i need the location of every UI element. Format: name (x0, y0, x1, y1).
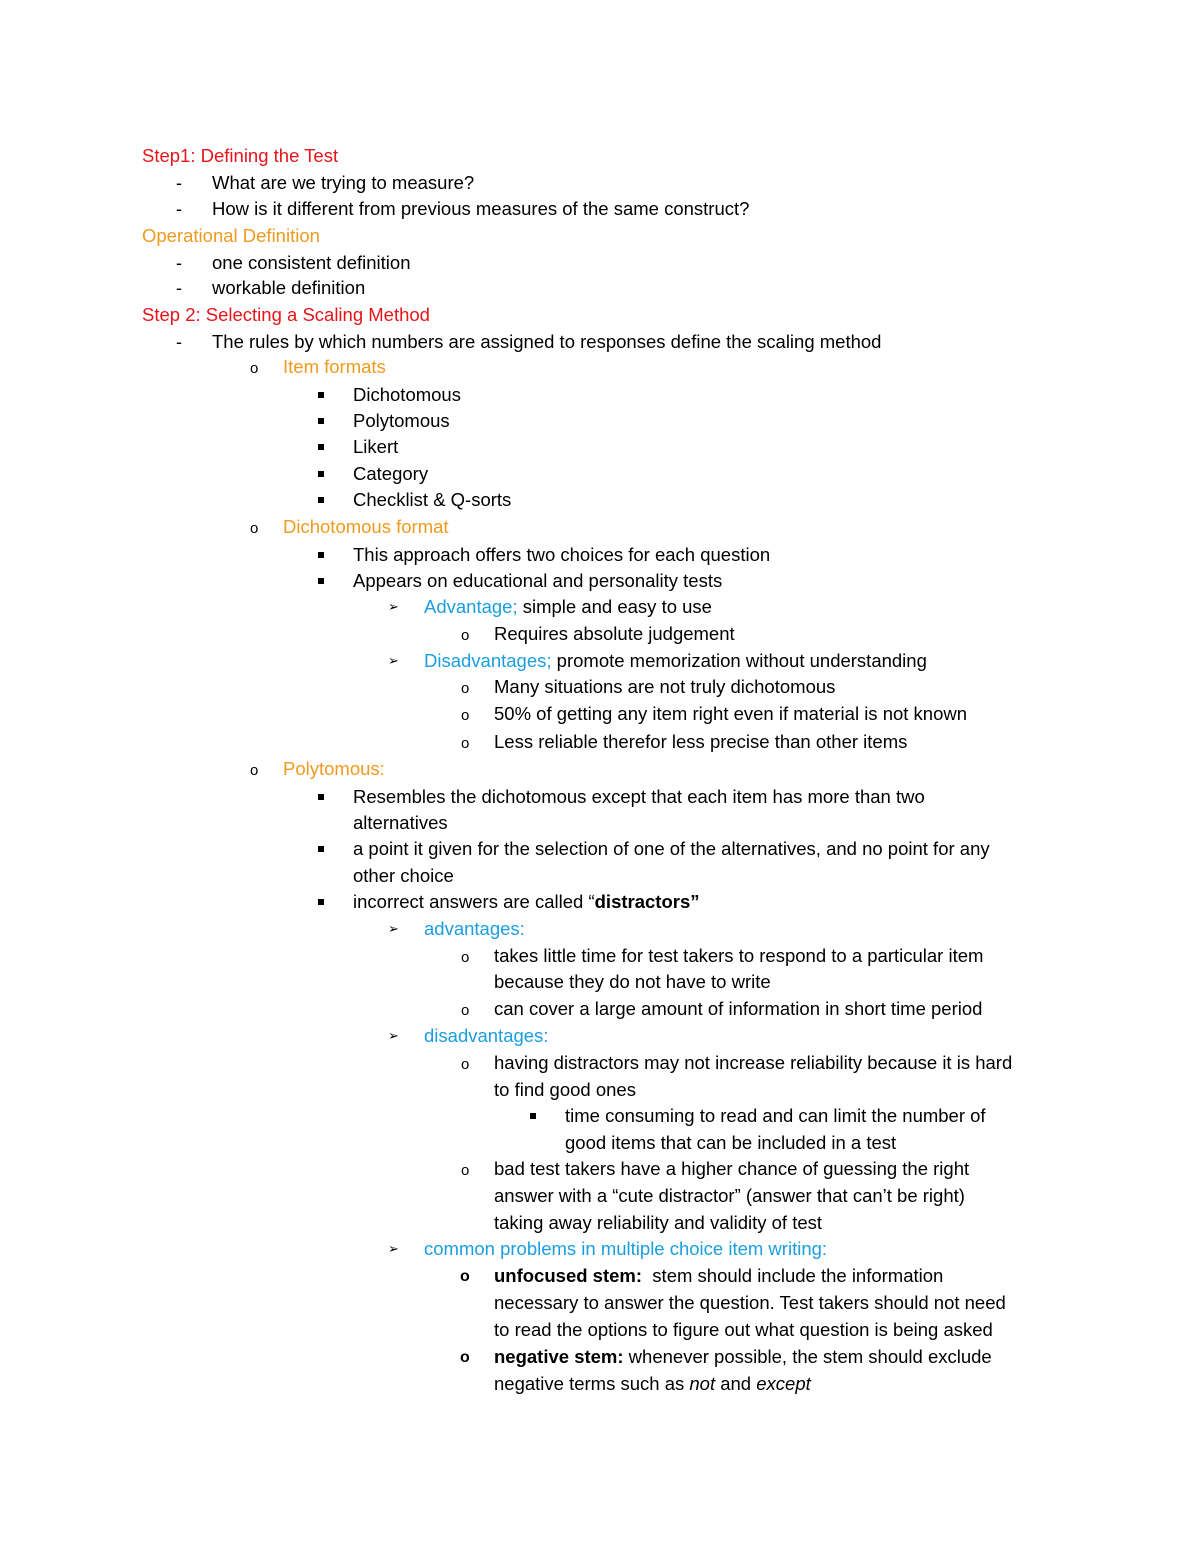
square-bullet-icon (318, 899, 324, 905)
step1-heading: Step1: Defining the Test (142, 145, 339, 166)
square-bullet-icon (530, 1113, 536, 1119)
arrow-bullet-icon: ➢ (388, 1241, 399, 1256)
opdef-item: workable definition (212, 277, 366, 298)
negative-stem-cont (494, 1373, 811, 1395)
circle-bullet-icon: o (461, 680, 470, 697)
square-bullet-icon (318, 578, 324, 584)
disadvantage-item-2-cont: taking away reliability and validity of test (494, 1212, 823, 1233)
arrow-bullet-icon: ➢ (388, 921, 399, 936)
arrow-bullet-icon: ➢ (388, 599, 399, 614)
common-problems-label: common problems in multiple choice item writing: (424, 1238, 828, 1259)
square-bullet-icon (318, 794, 324, 800)
disadvantage-sub: 50% of getting any item right even if material is not known (494, 703, 968, 724)
disadvantages-label: disadvantages: (424, 1025, 549, 1046)
disadvantage-item-1: having distractors may not increase reliability because it is hard (494, 1052, 1013, 1073)
negative-stem (494, 1346, 992, 1368)
dash-bullet-icon: - (176, 253, 182, 273)
distractors-term: distractors” (594, 891, 700, 912)
item-format: Checklist & Q-sorts (353, 489, 512, 510)
dichotomous-format-label: Dichotomous format (283, 516, 449, 537)
polytomous-label: Polytomous: (283, 758, 385, 779)
dash-bullet-icon: - (176, 173, 182, 193)
unfocused-stem-term: unfocused stem: (494, 1265, 643, 1286)
advantage-item-1-cont: because they do not have to write (494, 971, 771, 992)
circle-bullet-icon: o (460, 1268, 470, 1285)
square-bullet-icon (318, 471, 324, 477)
item-formats-label: Item formats (283, 356, 386, 377)
disadvantage-label: Disadvantages; (424, 650, 552, 671)
dichotomous-item: Appears on educational and personality tests (353, 570, 723, 591)
circle-bullet-icon: o (461, 1002, 470, 1019)
arrow-bullet-icon: ➢ (388, 653, 399, 668)
square-bullet-icon (318, 392, 324, 398)
item-format: Polytomous (353, 410, 450, 431)
step1-item: How is it different from previous measures of the same construct? (212, 198, 750, 219)
disadvantage-sub: Less reliable therefor less precise than other items (494, 731, 908, 752)
circle-bullet-icon: o (250, 762, 259, 779)
polytomous-item-1: Resembles the dichotomous except that each item has more than two (353, 786, 925, 807)
step2-heading: Step 2: Selecting a Scaling Method (142, 304, 430, 325)
disadvantage-item-1-cont: to find good ones (494, 1079, 636, 1100)
item-format: Category (353, 463, 429, 484)
circle-bullet-icon: o (461, 707, 470, 724)
square-bullet-icon (318, 444, 324, 450)
polytomous-item-2: a point it given for the selection of one of the alternatives, and no point for any (353, 838, 990, 859)
dichotomous-advantage (424, 596, 712, 618)
unfocused-stem (494, 1265, 943, 1287)
dash-bullet-icon: - (176, 278, 182, 298)
polytomous-item-1-cont: alternatives (353, 812, 448, 833)
negative-stem-term: negative stem: (494, 1346, 624, 1367)
circle-bullet-icon: o (461, 627, 470, 644)
unfocused-stem-text: stem should include the information (642, 1265, 944, 1286)
advantage-sub: Requires absolute judgement (494, 623, 735, 644)
advantage-item-2: can cover a large amount of information in short time period (494, 998, 983, 1019)
negative-terms-prefix: negative terms such as (494, 1373, 690, 1394)
dash-bullet-icon: - (176, 332, 182, 352)
step1-item: What are we trying to measure? (212, 172, 475, 193)
term-except: except (756, 1373, 811, 1394)
square-bullet-icon (318, 418, 324, 424)
arrow-bullet-icon: ➢ (388, 1028, 399, 1043)
item-format: Likert (353, 436, 399, 457)
dash-bullet-icon: - (176, 199, 182, 219)
disadvantage-sub: Many situations are not truly dichotomous (494, 676, 836, 697)
circle-bullet-icon: o (461, 1056, 470, 1073)
negative-stem-text: whenever possible, the stem should exclude (623, 1346, 992, 1367)
opdef-item: one consistent definition (212, 252, 411, 273)
advantage-text: simple and easy to use (517, 596, 712, 617)
circle-bullet-icon: o (461, 735, 470, 752)
negative-terms-and: and (715, 1373, 757, 1394)
term-not: not (689, 1373, 716, 1394)
circle-bullet-icon: o (461, 1162, 470, 1179)
advantage-item-1: takes little time for test takers to respond to a particular item (494, 945, 984, 966)
square-bullet-icon (318, 552, 324, 558)
circle-bullet-icon: o (460, 1349, 470, 1366)
dichotomous-item: This approach offers two choices for each question (353, 544, 771, 565)
distractors-prefix: incorrect answers are called “ (353, 891, 595, 912)
disadvantage-item-2: bad test takers have a higher chance of guessing the right (494, 1158, 970, 1179)
disadvantage-text: promote memorization without understanding (551, 650, 927, 671)
square-bullet-icon (318, 497, 324, 503)
item-format: Dichotomous (353, 384, 461, 405)
disadvantage-subitem-cont: good items that can be included in a test (565, 1132, 897, 1153)
circle-bullet-icon: o (461, 949, 470, 966)
square-bullet-icon (318, 846, 324, 852)
disadvantage-item-2-cont: answer with a “cute distractor” (answer that can’t be right) (494, 1185, 965, 1206)
disadvantage-subitem: time consuming to read and can limit the number of (565, 1105, 986, 1126)
dichotomous-disadvantage (424, 650, 927, 672)
step2-intro: The rules by which numbers are assigned to responses define the scaling method (212, 331, 882, 352)
advantages-label: advantages: (424, 918, 525, 939)
circle-bullet-icon: o (250, 360, 259, 377)
polytomous-item-3 (353, 891, 700, 913)
unfocused-stem-cont: necessary to answer the question. Test takers should not need (494, 1292, 1006, 1313)
unfocused-stem-cont: to read the options to figure out what question is being asked (494, 1319, 993, 1340)
advantage-label: Advantage; (424, 596, 518, 617)
circle-bullet-icon: o (250, 520, 259, 537)
polytomous-item-2-cont: other choice (353, 865, 454, 886)
opdef-heading: Operational Definition (142, 225, 320, 246)
